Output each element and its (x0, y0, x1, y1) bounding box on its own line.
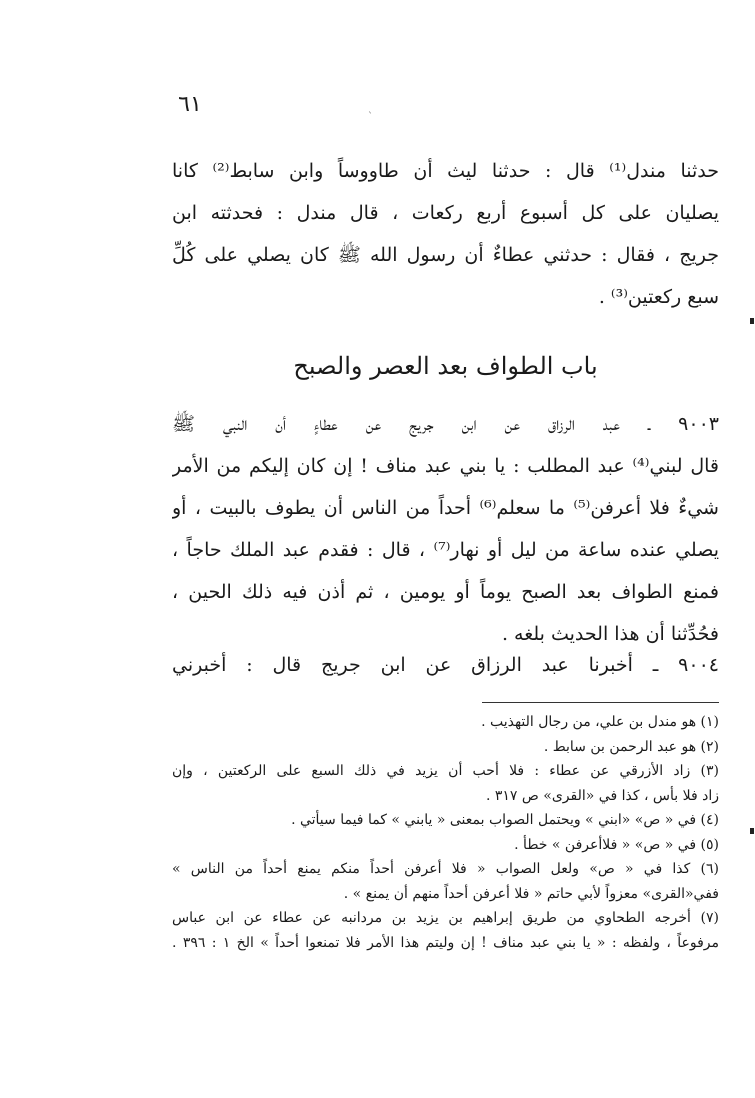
text-line: حدثنا مندل⁽¹⁾ قال : حدثنا ليث أن طاووساً وابن سابط⁽²⁾ كانا (172, 160, 719, 182)
text-line: قال لبني⁽⁴⁾ عبد المطلب : يا بني عبد مناف ! إن كان إليكم من الأمر (172, 455, 719, 477)
text-line: شيءٌ فلا أعرفن⁽⁵⁾ ما سعلم⁽⁶⁾ أحداً من الناس أن يطوف بالبيت ، أو (172, 497, 719, 519)
footnote-line: (٦) كذا في « ص» ولعل الصواب « فلا أعرفن أحداً منكم يمنع أحداً من الناس » (172, 861, 719, 877)
text-line: سبع ركعتين⁽³⁾ . (598, 286, 719, 308)
scan-speck: ˋ (368, 112, 373, 123)
footnote-line: (٢) هو عبد الرحمن بن سابط . (543, 738, 719, 755)
footnote-line: (٤) في « ص» «ابني » ويحتمل الصواب بمعنى « يابني » كما فيما سيأتي . (291, 812, 719, 828)
text-line: ٩٠٠٣ ـ عبد الرزاق عن ابن جريج عن عطاءٍ أن النبي ﷺ (172, 413, 719, 435)
hadith-9003-paragraph (172, 403, 719, 655)
footnote-line: (٧) أخرجه الطحاوي من طريق إبراهيم بن يزيد بن مردانبه عن عطاء عن ابن عباس (172, 910, 719, 926)
section-heading: باب الطواف بعد العصر والصبح (293, 352, 598, 380)
footnote-line: زاد فلا بأس ، كذا في «القرى» ص ٣١٧ . (485, 787, 719, 804)
footnote-divider (482, 702, 719, 703)
footnote-line: (٣) زاد الأزرقي عن عطاء : فلا أحب أن يزيد في ذلك السبع على الركعتين ، وإن (172, 763, 719, 779)
hadith-9004-paragraph (172, 644, 719, 686)
text-line: فمنع الطواف بعد الصبح يوماً أو يومين ، ثم أذن فيه ذلك الحين ، (172, 581, 719, 603)
text-line: يصليان على كل أسبوع أربع ركعات ، قال مندل : فحدثته ابن (172, 202, 719, 224)
text-line: يصلي عنده ساعة من ليل أو نهار⁽⁷⁾ ، قال : فقدم عبد الملك حاجاً ، (172, 539, 719, 561)
footnote-line: (١) هو مندل بن علي، من رجال التهذيب . (481, 714, 719, 730)
text-line: جريج ، فقال : حدثني عطاءٌ أن رسول الله ﷺ كان يصلي على كُلِّ (172, 244, 719, 266)
footnote-line: مرفوعاً ، ولفظه : « يا بني عبد مناف ! إن وليتم هذا الأمر فلا تمنعوا أحداً » الخ ١ : ٣٩٦ . (172, 934, 719, 951)
footnote-line: (٥) في « ص» « فلاأعرفن » خطأ . (514, 836, 719, 853)
scan-edge-mark (750, 828, 754, 834)
page-number: ٦١ (178, 92, 202, 117)
footnote-line: ففي«القرى» معزواً لأبي حاتم « فلا أعرفن أحداً منهم أن يمنع » . (343, 885, 719, 902)
text-line: ٩٠٠٤ ـ أخبرنا عبد الرزاق عن ابن جريج قال : أخبرني (172, 654, 719, 676)
footnotes (172, 710, 719, 955)
intro-paragraph (172, 150, 719, 318)
text-line: فحُدِّثنا أن هذا الحديث بلغه . (501, 623, 719, 645)
scan-edge-mark (750, 318, 754, 324)
